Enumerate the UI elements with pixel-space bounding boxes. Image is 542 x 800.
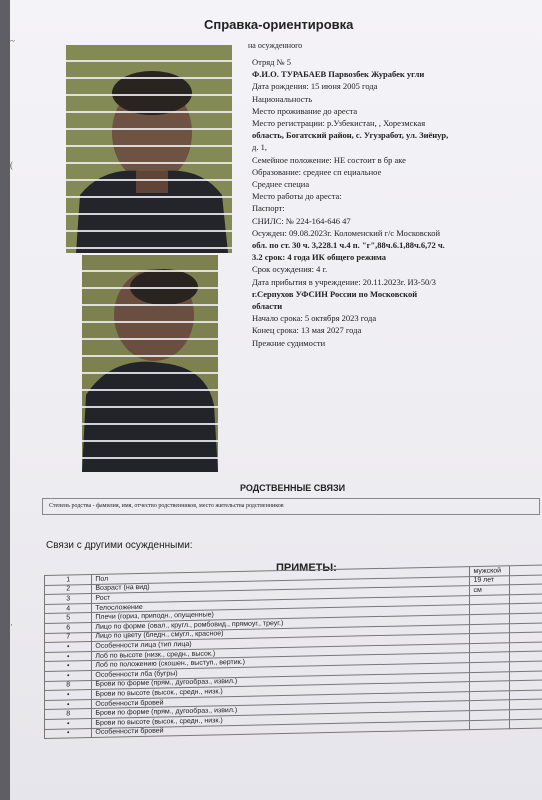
table-cell-label: Телосложение (92, 595, 470, 613)
table-cell-label: Плечи (гориз, приподн., опущенные) (92, 605, 470, 623)
table-cell-value: 19 лет (470, 575, 510, 585)
table-cell-n: 7 (45, 632, 92, 643)
field-line: Место проживание до ареста (252, 105, 358, 116)
table-cell-n: • (45, 718, 92, 729)
field-line: Место регистрации: р.Узбекистан, , Хорезмская (252, 118, 426, 129)
table-cell-empty (510, 719, 542, 729)
table-cell-n: 3 (45, 594, 92, 605)
table-cell-label: Особенности бровей (92, 720, 470, 738)
table-cell-label: Брови по высоте (высок., средн., низк.) (92, 682, 470, 700)
table-cell-label: Брови по форме (прям., дугообраз., извил.) (92, 701, 470, 719)
field-line: Дата рождения: 15 июня 2005 года (252, 81, 378, 92)
table-cell-label: Возраст (на вид) (92, 576, 470, 594)
table-cell-n: • (45, 690, 92, 701)
document-page: ~ ( · Справка-ориентировка на осужденного Отряд № 5 Ф.И.О. ТУРАБАЕВ Парвозбек Журабек угли Дата рождения: 15 июня 2005 года Национальность Место проживание до ареста Место регистрации: р.Узбекистан, , Хорезмская область, Богатский район, с. Угузработ, ул. Зиёнур, д. 1, Семейное положение: НЕ состоит в бр аке Образование: среднее сп ециальное Среднее специа Место работы до ареста: Паспорт: СНИЛС: № 224-164-646 47 Осужден: 09.08.2023г. Коломенский г/с Московской обл. по ст. 30 ч. 3,228.1 ч.4 п. "г",88ч.6.1,88ч.6,72 ч. 3.2 срок: 4 года ИК общего режима Срок осуждения: 4 г. Дата прибытия в учреждение: 20.11.2023г. ИЗ-50/3 г.Серпухов УФСИН России по Московской области Начало срока: 5 октября 2023 года Конец срока: 13 мая 2027 года Прежние судимости РОДСТВЕННЫЕ СВЯЗИ Степень родства - фамилия, имя, отчество родственников, место жительства родственников Связи с другими осужденными: ПРИМЕТЫ: 1 Пол мужской 2 Возраст (на вид) 19 лет 3 Рост см 4 Телосложение 5 Плечи (гориз, приподн., опущенные) 6 Лицо по форме (овал., кругл., ромбовид., прямоуг., треуг.) 7 Лицо по цвету (бледн., смугл., красное) • Особенности лица (тип лица) • Лоб по высоте (низк., средн., высок.) • Лоб по положению (скошен., выступ., вертик.) • Особенности лба (бугры) 8 Брови по форме (прям., дугообраз., извил.) • Брови по высоте (высок., средн., низк.) • Особенности бровей 8 Брови по форме (прям., дугообраз., извил.) • Брови по высоте (высок., средн., низк.) • Особенности бровей (8, 0, 542, 800)
table-cell-label: Лоб по положению (скошен., выступ., вертик.) (92, 653, 470, 671)
field-line: обл. по ст. 30 ч. 3,228.1 ч.4 п. "г",88ч.6.1,88ч.6,72 ч. (252, 240, 445, 251)
document-title: Справка-ориентировка (204, 17, 354, 32)
field-line: Национальность (252, 93, 313, 104)
table-cell-label: Пол (92, 567, 470, 585)
field-line: область, Богатский район, с. Угузработ, ул. Зиёнур, (252, 130, 449, 141)
field-line: Начало срока: 5 октября 2023 года (252, 313, 377, 324)
table-cell-n: • (45, 661, 92, 672)
table-cell-n: • (45, 642, 92, 653)
features-title: ПРИМЕТЫ: (276, 562, 337, 574)
table-cell-n: 4 (45, 603, 92, 614)
table-cell-n: 8 (45, 709, 92, 720)
other-links-label: Связи с другими осужденными: (46, 540, 193, 551)
field-line: Семейное положение: НЕ состоит в бр аке (252, 154, 406, 165)
field-line: Срок осуждения: 4 г. (252, 264, 328, 275)
field-line: Образование: среднее сп ециальное (252, 166, 382, 177)
table-cell-n: 1 (45, 574, 92, 585)
person-photo-profile (82, 255, 218, 472)
table-cell-n: • (45, 651, 92, 662)
field-line: Осужден: 09.08.2023г. Коломенский г/с Московской (252, 227, 441, 238)
table-cell-label: Рост (92, 586, 470, 604)
table-cell-value (470, 719, 510, 729)
document-subtitle: на осужденного (248, 41, 303, 50)
table-cell-n: 2 (45, 584, 92, 595)
table-cell-label: Особенности лба (бугры) (92, 663, 470, 681)
page-edge (0, 0, 10, 800)
relatives-header: Степень родства - фамилия, имя, отчество родственников, место жительства родственников (42, 498, 540, 515)
field-line: Конец срока: 13 мая 2027 года (252, 325, 362, 336)
field-line: Дата прибытия в учреждение: 20.11.2023г. ИЗ-50/3 (252, 276, 436, 287)
field-line: Отряд № 5 (252, 57, 292, 67)
table-cell-label: Лоб по высоте (низк., средн., высок.) (92, 643, 470, 661)
features-table (44, 565, 542, 740)
field-line: Ф.И.О. ТУРАБАЕВ Парвозбек Журабек угли (252, 69, 425, 80)
field-line: СНИЛС: № 224-164-646 47 (252, 215, 351, 226)
field-line: Среднее специа (252, 179, 310, 190)
table-cell-n: 5 (45, 613, 92, 624)
field-line: Паспорт: (252, 203, 285, 214)
field-line: 3.2 срок: 4 года ИК общего режима (252, 252, 386, 263)
person-info-fields (252, 56, 542, 349)
field-line: д. 1, (252, 142, 267, 153)
table-cell-label: Особенности бровей (92, 691, 470, 709)
table-cell-label: Брови по форме (прям., дугообраз., извил.) (92, 672, 470, 690)
table-cell-n: • (45, 728, 92, 739)
table-cell-label: Особенности лица (тип лица) (92, 634, 470, 652)
field-line: Прежние судимости (252, 337, 326, 348)
table-cell-n: • (45, 699, 92, 710)
table-cell-value: см (470, 585, 510, 595)
table-cell-label: Брови по высоте (высок., средн., низк.) (92, 710, 470, 728)
table-cell-n: 6 (45, 622, 92, 633)
table-cell-n: • (45, 670, 92, 681)
table-cell-label: Лицо по форме (овал., кругл., ромбовид., прямоуг., треуг.) (92, 615, 470, 633)
field-line: г.Серпухов УФСИН России по Московской (252, 288, 418, 299)
person-photo-front (66, 45, 232, 253)
relatives-title: РОДСТВЕННЫЕ СВЯЗИ (240, 483, 346, 493)
table-cell-n: 8 (45, 680, 92, 691)
field-line: области (252, 301, 283, 312)
table-cell-value: мужской (470, 566, 510, 576)
field-line: Место работы до ареста: (252, 191, 342, 202)
table-cell-label: Лицо по цвету (бледн., смугл., красное) (92, 624, 470, 642)
